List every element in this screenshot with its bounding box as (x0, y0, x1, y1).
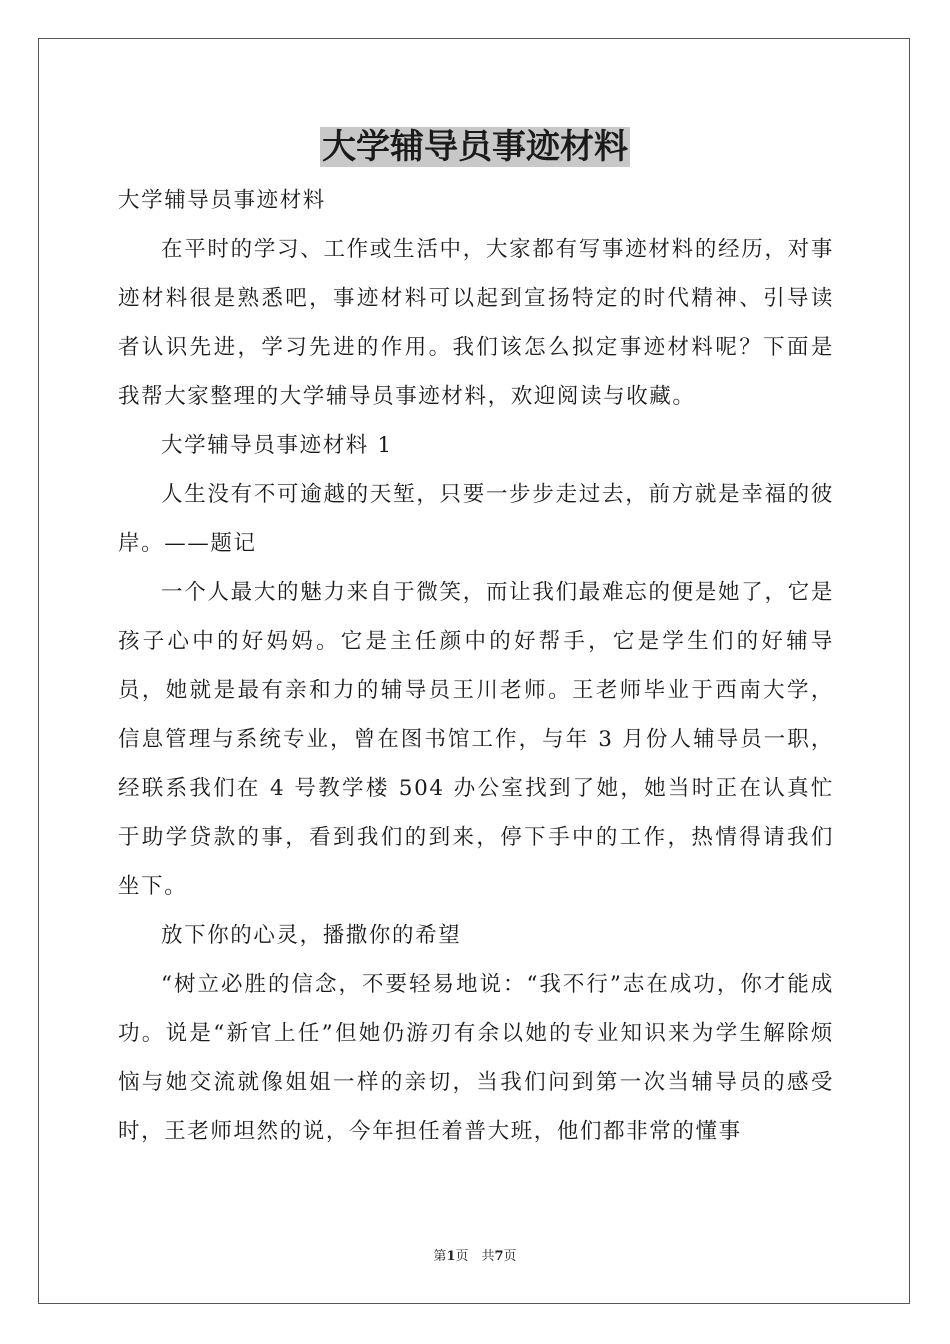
paragraph-intro: 在平时的学习、工作或生活中，大家都有写事迹材料的经历，对事迹材料很是熟悉吧，事迹材料可以起到宣扬特定的时代精神、引导读者认识先进，学习先进的作用。我们该怎么拟定事迹材料呢？下面是我帮大家整理的大学辅导员事迹材料，欢迎阅读与收藏。 (118, 237, 834, 409)
page-current: 1 (446, 1249, 456, 1264)
document-title (0, 124, 950, 170)
section-subheading: 放下你的心灵，播撒你的希望 (161, 923, 462, 948)
section-heading: 大学辅导员事迹材料 1 (161, 433, 393, 458)
page-mid: 页 共 (455, 1249, 495, 1264)
paragraph-body: “树立必胜的信念，不要轻易地说：“我不行”志在成功，你才能成功。说是“新官上任”但她仍游刃有余以她的专业知识来为学生解除烦恼与她交流就像姐姐一样的亲切，当我们问到第一次当辅导员的感受时，王老师坦然的说，今年担任着普大班，他们都非常的懂事 (118, 972, 834, 1144)
document-subtitle: 大学辅导员事迹材料 (118, 188, 326, 213)
page-suffix: 页 (503, 1249, 517, 1264)
paragraph-epigraph: 人生没有不可逾越的天堑，只要一步步走过去，前方就是幸福的彼岸。——题记 (118, 482, 834, 556)
paragraph-body: 一个人最大的魅力来自于微笑，而让我们最难忘的便是她了，它是孩子心中的好妈妈。它是主任颜中的好帮手，它是学生们的好辅导员，她就是最有亲和力的辅导员王川老师。王老师毕业于西南大学，信息管理与系统专业，曾在图书馆工作，与年 3 月份人辅导员一职，经联系我们在 4 号教学楼 504 办公室找到了她，她当时正在认真忙于助学贷款的事，看到我们的到来，停下手中的工作，热情得请我们坐下。 (118, 580, 834, 899)
page-total: 7 (494, 1249, 504, 1264)
document-title-text: 大学辅导员事迹材料 (322, 127, 628, 167)
page-prefix: 第 (433, 1249, 447, 1264)
document-body (118, 176, 834, 1156)
page-footer (0, 1245, 950, 1264)
